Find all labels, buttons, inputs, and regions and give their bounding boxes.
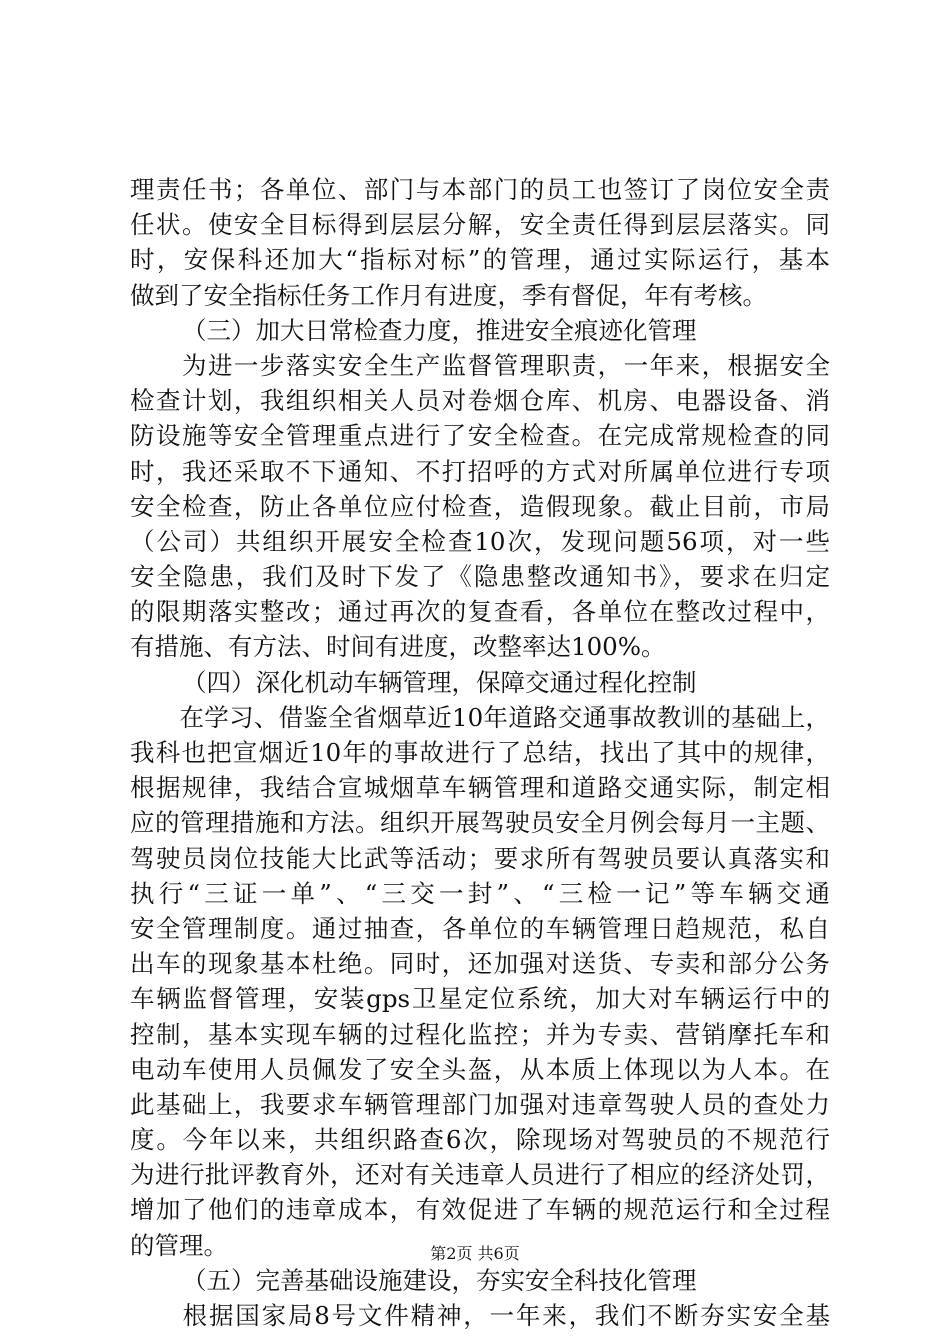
text-line: 时，我还采取不下通知、不打招呼的方式对所属单位进行专项 <box>130 456 830 486</box>
text-line: 安全管理制度。通过抽查，各单位的车辆管理日趋规范，私自 <box>130 913 830 943</box>
text-line: 检查计划，我组织相关人员对卷烟仓库、机房、电器设备、消 <box>130 386 830 416</box>
text-line: 车辆监督管理，安装gps卫星定位系统，加大对车辆运行中的 <box>130 984 830 1014</box>
document-body <box>130 172 830 1333</box>
text-line: 应的管理措施和方法。组织开展驾驶员安全月例会每月一主题、 <box>130 808 830 838</box>
section-heading: （四）深化机动车辆管理，保障交通过程化控制 <box>182 667 697 697</box>
text-line: 防设施等安全管理重点进行了安全检查。在完成常规检查的同 <box>130 421 830 451</box>
text-line: 此基础上，我要求车辆管理部门加强对违章驾驶人员的查处力 <box>130 1089 830 1119</box>
text-line: 出车的现象基本杜绝。同时，还加强对送货、专卖和部分公务 <box>130 949 830 979</box>
text-line: 执行“三证一单”、“三交一封”、“三检一记”等车辆交通 <box>130 878 830 908</box>
text-line: 度。今年以来，共组织路查6次，除现场对驾驶员的不规范行 <box>130 1125 830 1155</box>
text-line: 理责任书；各单位、部门与本部门的员工也签订了岗位安全责 <box>130 175 830 204</box>
text-line: 有措施、有方法、时间有进度，改整率达100%。 <box>130 632 666 662</box>
text-line: 电动车使用人员佩发了安全头盔，从本质上体现以为人本。在 <box>130 1054 830 1084</box>
text-line: 我科也把宣烟近10年的事故进行了总结，找出了其中的规律， <box>130 738 830 767</box>
text-line: 安全隐患，我们及时下发了《隐患整改通知书》，要求在归定 <box>130 562 830 592</box>
text-line: （公司）共组织开展安全检查10次，发现问题56项，对一些 <box>130 526 830 556</box>
text-line: 为进行批评教育外，还对有关违章人员进行了相应的经济处罚， <box>130 1160 830 1190</box>
text-line: 根据规律，我结合宣城烟草车辆管理和道路交通实际，制定相 <box>130 773 830 803</box>
text-line: 在学习、借鉴全省烟草近10年道路交通事故教训的基础上， <box>130 702 830 732</box>
text-line: 时，安保科还加大“指标对标”的管理，通过实际运行，基本 <box>130 245 830 275</box>
text-line: 任状。使安全目标得到层层分解，安全责任得到层层落实。同 <box>130 210 830 240</box>
text-line: 增加了他们的违章成本，有效促进了车辆的规范运行和全过程 <box>130 1195 830 1225</box>
section-heading: （五）完善基础设施建设，夯实安全科技化管理 <box>182 1265 697 1295</box>
text-line: 控制，基本实现车辆的过程化监控；并为专卖、营销摩托车和 <box>130 1019 830 1049</box>
text-line: 驾驶员岗位技能大比武等活动；要求所有驾驶员要认真落实和 <box>130 843 830 873</box>
text-line: 的管理。 <box>130 1230 228 1260</box>
text-line: 根据国家局8号文件精神，一年来，我们不断夯实安全基 <box>130 1301 830 1330</box>
text-line: 为进一步落实安全生产监督管理职责，一年来，根据安全 <box>130 350 830 380</box>
text-line: 安全检查，防止各单位应付检查，造假现象。截止目前，市局 <box>130 491 830 521</box>
section-heading: （三）加大日常检查力度，推进安全痕迹化管理 <box>182 315 697 345</box>
text-line: 做到了安全指标任务工作月有进度，季有督促，年有考核。 <box>130 280 767 310</box>
page-footer: 第2页 共6页 <box>430 1244 520 1263</box>
text-line: 的限期落实整改；通过再次的复查看，各单位在整改过程中， <box>130 597 830 627</box>
